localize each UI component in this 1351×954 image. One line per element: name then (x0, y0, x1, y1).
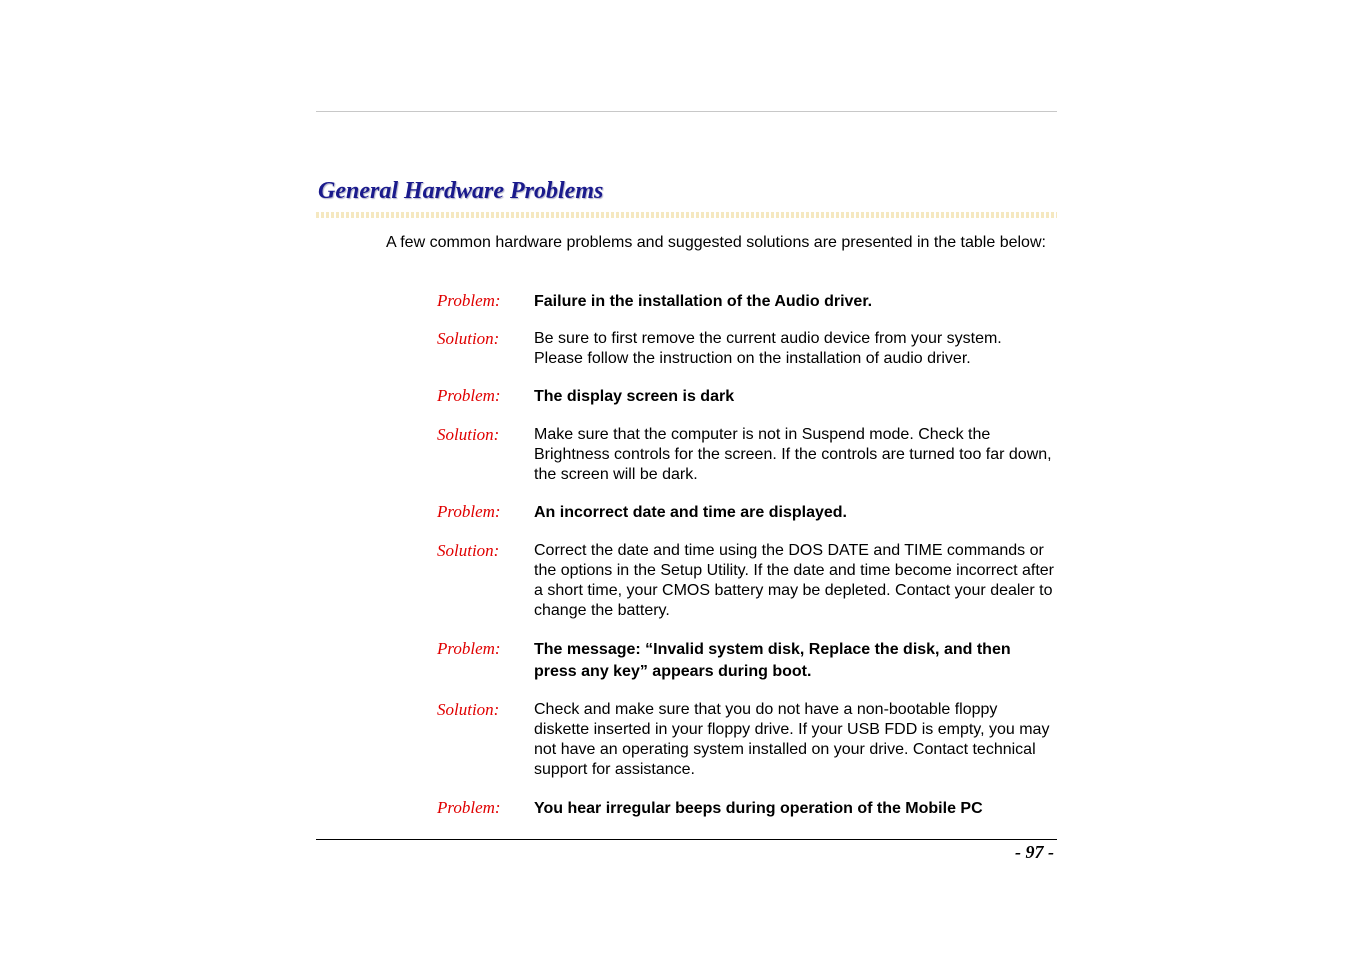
header-rule (316, 111, 1057, 112)
page-number: - 97 - (1015, 842, 1054, 862)
footer-rule (316, 839, 1057, 840)
problem-label: Problem: (437, 639, 501, 658)
intro-paragraph: A few common hardware problems and suggested solutions are presented in the table below: (386, 234, 1046, 251)
problem-label: Problem: (437, 291, 501, 310)
section-title: General Hardware Problems (318, 178, 604, 204)
title-underline (316, 212, 1057, 218)
solution-label: Solution: (437, 425, 500, 444)
solution-text: Be sure to first remove the current audio device from your system. Please follow the instruction on the installation of audio driver. (534, 330, 1002, 367)
solution-text: Correct the date and time using the DOS DATE and TIME commands or the options in the Setup Utility. If the date and time become incorrect after a short time, your CMOS battery may be depleted. Contact your dealer to change the battery. (534, 542, 1054, 619)
problem-label: Problem: (437, 502, 501, 521)
solution-label: Solution: (437, 700, 500, 719)
problem-text: An incorrect date and time are displayed. (534, 504, 847, 521)
problem-text: You hear irregular beeps during operation of the Mobile PC (534, 800, 983, 817)
problem-text: The display screen is dark (534, 388, 735, 405)
solution-text: Make sure that the computer is not in Suspend mode. Check the Brightness controls for the screen. If the controls are turned too far down, the screen will be dark. (534, 426, 1052, 483)
problem-label: Problem: (437, 386, 501, 405)
solution-label: Solution: (437, 329, 500, 348)
problem-text: The message: “Invalid system disk, Replace the disk, and then press any key” appears during boot. (534, 641, 1011, 680)
solution-text: Check and make sure that you do not have a non-bootable floppy diskette inserted in your floppy drive. If your USB FDD is empty, you may not have an operating system installed on your drive. Contact technical support for assistance. (534, 701, 1050, 778)
problem-label: Problem: (437, 798, 501, 817)
problem-text: Failure in the installation of the Audio driver. (534, 293, 873, 310)
solution-label: Solution: (437, 541, 500, 560)
